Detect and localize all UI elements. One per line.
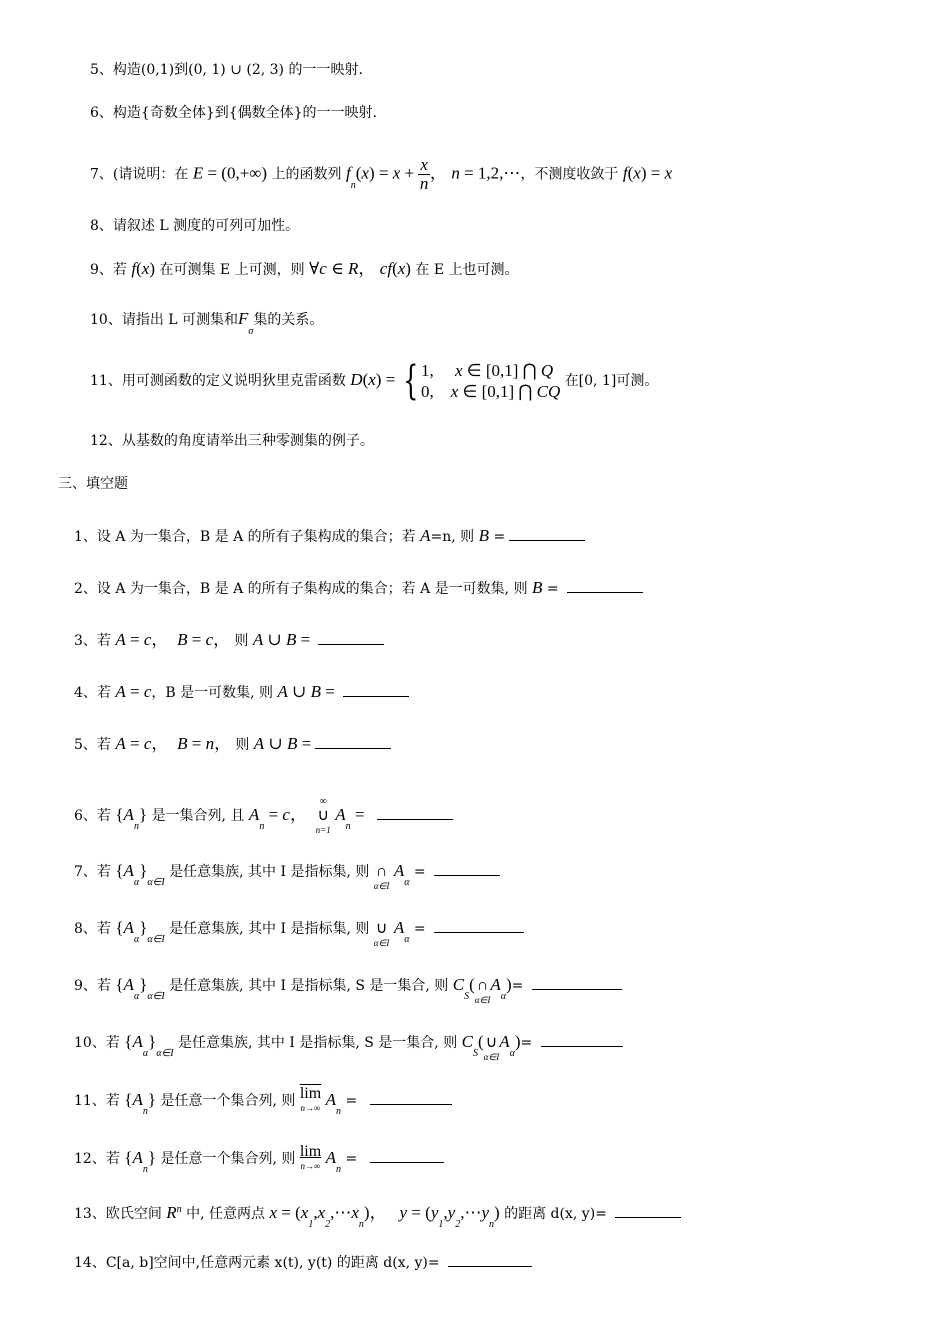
fill-6: 6、若 $\{A_n\}$ 是一集合列, 且 $A_n = c$， ∞ ∪ n=1 $A_n$ = [74, 796, 453, 836]
fill-9: 9、若 $\{A_\alpha\}_{\alpha\in I}$ 是任意集族, 其中 I 是指标集, S 是一集合, 则 $C_S$( ∩ α∈I $A_\alpha)=$ [74, 966, 622, 1006]
question-5: 5、构造(0,1)到(0, 1) ∪ (2, 3) 的一一映射. [90, 62, 363, 78]
fraction-x-over-n: $\frac{x}{n}$ [419, 155, 429, 193]
answer-blank[interactable] [315, 734, 391, 749]
answer-blank[interactable] [615, 1203, 681, 1218]
fill-13: 13、欧氏空间 $R^n$ 中, 任意两点 $x = (x_1,x_2,\cdots x_n)$， $y = (y_1,y_2,\cdots y_n)$ 的距离 d(x, y)= [74, 1203, 681, 1226]
answer-blank[interactable] [343, 682, 409, 697]
question-12: 12、从基数的角度请举出三种零测集的例子。 [90, 433, 374, 449]
left-brace: { [402, 358, 418, 404]
fill-7: 7、若 $\{A_\alpha\}_{\alpha\in I}$ 是任意集族, 其中 I 是指标集, 则 ∩ α∈I $A_\alpha$ = [74, 852, 500, 892]
answer-blank[interactable] [370, 1148, 444, 1163]
answer-blank[interactable] [567, 578, 643, 593]
answer-blank[interactable] [434, 861, 500, 876]
union-operator: ∪ α∈I [483, 1034, 500, 1062]
fill-5: 5、若 A = c， B = n， 则 A ∪ B = [74, 734, 391, 755]
question-9: 9、若 f(x) 在可测集 E 上可测，则 ∀c ∈ R， cf(x) 在 E 上也可测。 [90, 259, 519, 278]
fill-2: 2、设 A 为一集合，B 是 A 的所有子集构成的集合；若 A 是一可数集, 则 B = [74, 578, 643, 599]
answer-blank[interactable] [532, 975, 622, 990]
answer-blank[interactable] [318, 630, 384, 645]
answer-blank[interactable] [509, 526, 585, 541]
question-10: 10、请指出 L 可测集和$F_\sigma$集的关系。 [90, 309, 324, 337]
fill-1: 1、设 A 为一集合，B 是 A 的所有子集构成的集合；若 A=n, 则 B = [74, 526, 585, 547]
answer-blank[interactable] [448, 1252, 532, 1267]
answer-blank[interactable] [377, 805, 453, 820]
dirichlet-cases: 1, x ∈ [0,1] ⋂ Q 0, x ∈ [0,1] ⋂ CQ [420, 361, 561, 401]
answer-blank[interactable] [541, 1032, 623, 1047]
fill-11: 11、若 $\{A_n\}$ 是任意一个集合列, 则 $\overline{lim}$ n→∞ $A_n$ = [74, 1082, 452, 1121]
answer-blank[interactable] [434, 918, 524, 933]
liminf-operator: lim n→∞ [299, 1143, 322, 1171]
union-operator: ∪ α∈I [373, 920, 390, 948]
union-operator: ∞ ∪ n=1 [315, 796, 331, 835]
fill-12: 12、若 $\{A_n\}$ 是任意一个集合列, 则 lim n→∞ $A_n$ = [74, 1140, 444, 1179]
fill-14: 14、C[a, b]空间中,任意两元素 x(t), y(t) 的距离 d(x, y)= [74, 1252, 532, 1273]
question-7: 7、(请说明：在 E = (0,+∞) 上的函数列 $f_n(x) = x$ + $\frac{x}{n}$ ， n = 1,2,⋯，不测度收敛于 f(x) = x [90, 155, 673, 193]
question-8: 8、请叙述 L 测度的可列可加性。 [90, 218, 300, 234]
limsup-operator: $\overline{lim}$ n→∞ [299, 1085, 322, 1113]
intersection-operator: ∩ α∈I [474, 977, 491, 1005]
question-11: 11、用可测函数的定义说明狄里克雷函数 D(x) = { 1, x ∈ [0,1] ⋂ Q 0, x ∈ [0,1] ⋂ CQ 在[0, 1]可测。 [90, 358, 659, 404]
fill-8: 8、若 $\{A_\alpha\}_{\alpha\in I}$ 是任意集族, 其中 I 是指标集, 则 ∪ α∈I $A_\alpha$ = [74, 909, 524, 949]
fill-3: 3、若 A = c， B = c， 则 A ∪ B = [74, 630, 384, 651]
question-6: 6、构造{奇数全体}到{偶数全体}的一一映射. [90, 105, 377, 121]
answer-blank[interactable] [370, 1090, 452, 1105]
fill-4: 4、若 A = c，B 是一可数集, 则 A ∪ B = [74, 682, 409, 703]
section-title: 三、填空题 [58, 476, 128, 492]
fill-10: 10、若 $\{A_\alpha\}_{\alpha\in I}$ 是任意集族, 其中 I 是指标集, S 是一集合, 则 $C_S$( ∪ α∈I $A_\alpha)=$ [74, 1023, 623, 1063]
intersection-operator: ∩ α∈I [373, 863, 390, 891]
